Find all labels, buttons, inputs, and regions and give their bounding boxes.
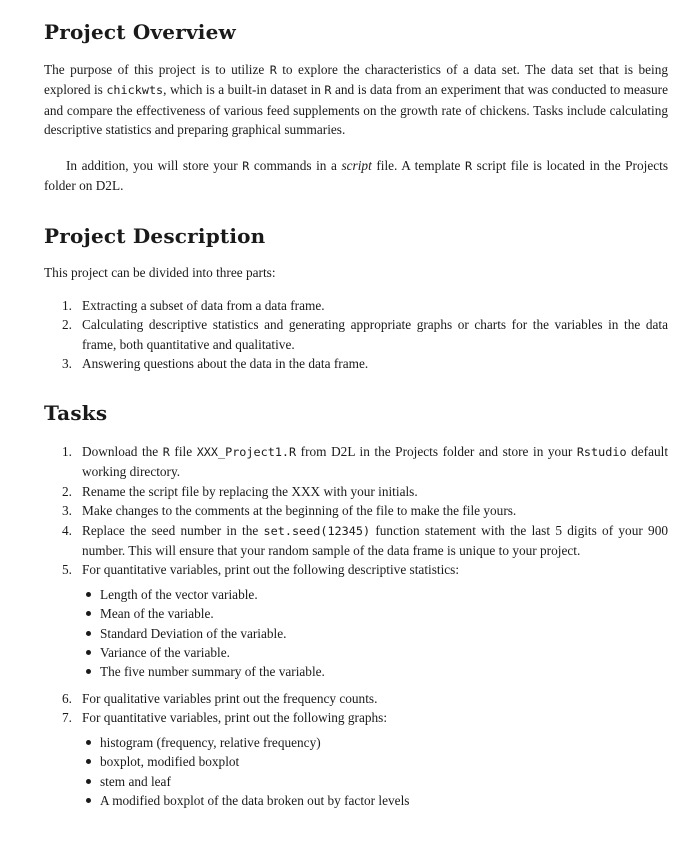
emphasis-script: script (341, 158, 372, 173)
bullet-item: boxplot, modified boxplot (84, 752, 668, 771)
bullet-dot-icon (86, 740, 91, 745)
section-heading-tasks: Tasks (44, 401, 108, 425)
code-rstudio: Rstudio (576, 445, 627, 459)
task-5-bullets (84, 585, 668, 682)
task-item-3: 3. Make changes to the comments at the beginning of the file to make the file yours. (62, 503, 517, 519)
code-r: R (464, 159, 473, 173)
bullet-dot-icon (86, 798, 91, 803)
bullet-dot-icon (86, 759, 91, 764)
code-set-seed: set.seed(12345) (263, 523, 371, 538)
bullet-dot-icon (86, 779, 91, 784)
overview-paragraph-2: In addition, you will store your R commands in a script file. A template R script file is located in the Projects folder on D2L. (44, 158, 668, 194)
bullet-dot-icon (86, 669, 91, 674)
task-item-5: 5. For quantitative variables, print out the following descriptive statistics: Length of the vector variable. Mean of the variable. Standard Deviation of the variable. Variance of the variable. The five number summary of the variable. (62, 560, 668, 681)
list-item: 1. Extracting a subset of data from a data frame. (62, 298, 325, 313)
bullet-item: Length of the vector variable. (84, 585, 668, 604)
section-heading-overview: Project Overview (44, 20, 236, 44)
overview-paragraph-1: The purpose of this project is to utilize R to explore the characteristics of a data set. The data set that is being explored is chickwts, which is a built-in dataset in R and is data from an experiment that was conducted to measure and compare the effectiveness of various feed supplements on the growth rate of chickens. Tasks include calculating descriptive statistics and preparing graphical summaries. (44, 62, 668, 138)
task-item-2: 2. Rename the script file by replacing the XXX with your initials. (62, 483, 418, 499)
description-list (62, 296, 668, 374)
tasks-list (62, 442, 668, 817)
bullet-item: Mean of the variable. (84, 604, 668, 623)
description-intro: This project can be divided into three parts: (44, 265, 276, 280)
list-item: 2. Calculating descriptive statistics and generating appropriate graphs or charts for the variables in the data frame, both quantitative and qualitative. (62, 317, 668, 352)
code-r: R (324, 83, 332, 98)
code-r: R (269, 63, 277, 77)
list-item: 3. Answering questions about the data in the data frame. (62, 356, 369, 372)
bullet-dot-icon (86, 650, 91, 655)
task-item-6: 6. For qualitative variables print out the frequency counts. (62, 690, 378, 706)
bullet-item: Standard Deviation of the variable. (84, 624, 668, 643)
bullet-item: stem and leaf (84, 772, 668, 791)
task-7-bullets (84, 733, 668, 811)
code-filename: XXX_Project1.R (196, 445, 297, 459)
task-item-7: 7. For quantitative variables, print out the following graphs: histogram (frequency, relative frequency) boxplot, modified boxplot stem and leaf A modified boxplot of the data broken out by factor levels (62, 708, 668, 810)
bullet-item: Variance of the variable. (84, 643, 668, 662)
bullet-dot-icon (86, 631, 91, 636)
bullet-item: The five number summary of the variable. (84, 662, 668, 681)
bullet-dot-icon (86, 611, 91, 616)
task-item-4: 4. Replace the seed number in the set.seed(12345) function statement with the last 5 digits of your 900 number. This will ensure that your random sample of the data frame is unique to your project. (62, 522, 668, 559)
bullet-item: histogram (frequency, relative frequency) (84, 733, 668, 752)
bullet-dot-icon (86, 592, 91, 597)
code-r: R (242, 159, 250, 173)
task-item-1: 1. Download the R file XXX_Project1.R from D2L in the Projects folder and store in your Rstudio default working directory. (62, 444, 669, 480)
section-heading-description: Project Description (44, 224, 266, 248)
bullet-item: A modified boxplot of the data broken out by factor levels (84, 791, 668, 810)
code-chickwts: chickwts (106, 83, 164, 98)
